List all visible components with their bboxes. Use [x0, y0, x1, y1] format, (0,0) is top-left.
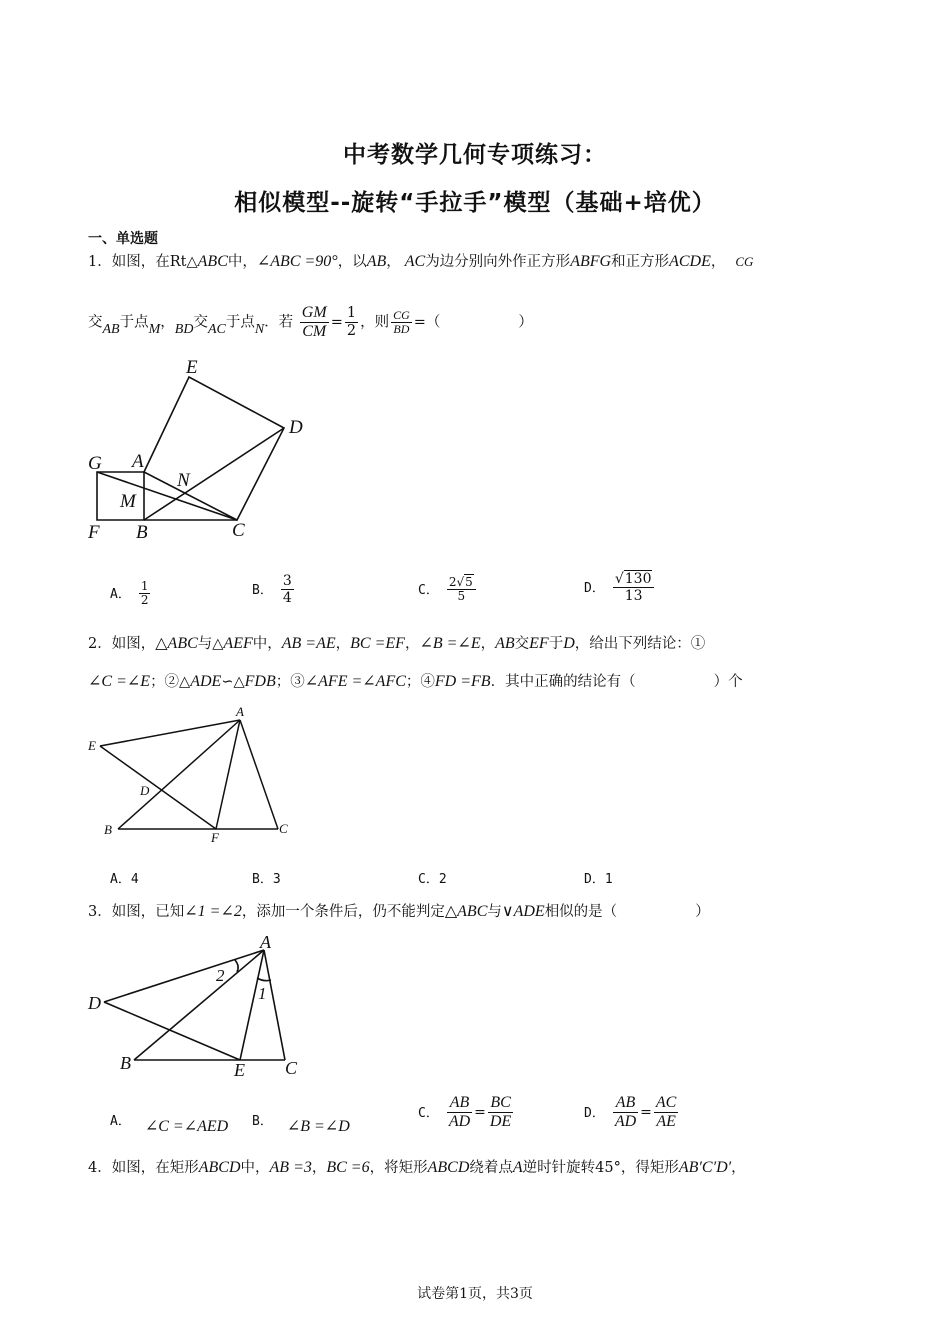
segment-gc [97, 472, 237, 520]
label-c: C [285, 1058, 298, 1078]
q2-line2: ∠C =∠E；②△ADE∽△FDB；③∠AFE =∠AFC；④FD =FB．其中正确的结论有（ ）个 [88, 673, 743, 690]
q1-fraction-cg-bd: $\frac{CG}{BD}$ [393, 307, 410, 336]
label-d: D [289, 417, 303, 438]
angle-2-arc [235, 960, 238, 972]
label-n: N [177, 470, 190, 491]
q3-figure [82, 928, 312, 1078]
segment-ab [118, 720, 240, 829]
q1-fraction-half: $\frac{1}{2}$ [346, 304, 357, 339]
q3-option-a[interactable]: A． ∠C =∠AED [110, 1114, 229, 1135]
page-subtitle: 相似模型--旋转“手拉手”模型（基础+培优） [234, 190, 716, 216]
label-c: C [279, 821, 288, 836]
page-title: 中考数学几何专项练习： [343, 142, 607, 168]
page-footer: 试卷第1页，共3页 [417, 1286, 533, 1302]
segment-ac [240, 720, 278, 829]
q3-option-b[interactable]: B． ∠B =∠D [252, 1114, 350, 1135]
q3-option-c[interactable]: C． $\frac{AB}{AD}$ = $\frac{BC}{DE}$ [418, 1094, 512, 1130]
q1-option-b[interactable]: B． $\frac{3}{4}$ [252, 573, 292, 607]
label-f: F [211, 830, 219, 845]
label-g: G [88, 453, 102, 474]
label-angle-1: 1 [258, 984, 267, 1003]
label-b: B [104, 822, 112, 837]
segment-af [216, 720, 240, 829]
q2-figure [82, 700, 312, 850]
label-a: A [260, 932, 271, 952]
q1-line2: 交AB于点M，BD交AC于点N．若 $\frac{GM}{CM}$ = $\frac{1}{2}$ ，则 $\frac{CG}{BD}$ =（ ） [88, 304, 533, 340]
label-b: B [120, 1053, 131, 1073]
label-b: B [136, 522, 148, 543]
q1-figure [82, 355, 322, 550]
q4-line1: 4．如图，在矩形ABCD中，AB =3，BC =6，将矩形ABCD绕着点A逆时针旋转45°，得矩形AB′C′D′， [88, 1159, 746, 1176]
label-d: D [88, 993, 101, 1013]
q1-option-c[interactable]: C． $\frac{2√5}{5}$ [418, 576, 478, 604]
q2-line1: 2．如图，△ABC与△AEF中，AB =AE，BC =EF，∠B =∠E，AB交EF于D，给出下列结论：① [88, 635, 706, 652]
label-c: C [232, 520, 245, 541]
q2-option-a[interactable]: A．4 [110, 872, 139, 887]
q3-option-d[interactable]: D． $\frac{AB}{AD}$ = $\frac{AC}{AE}$ [584, 1094, 677, 1130]
segment-ea [100, 720, 240, 746]
label-e: E [186, 357, 198, 378]
segment-ab [134, 950, 264, 1060]
label-e: E [234, 1060, 245, 1078]
segment-ef [100, 746, 216, 829]
segment-da [104, 950, 264, 1002]
label-a: A [132, 451, 144, 472]
q2-option-d[interactable]: D．1 [584, 872, 613, 887]
label-angle-2: 2 [216, 966, 225, 985]
q1-option-a[interactable]: A． $\frac{1}{2}$ [110, 579, 149, 608]
label-m: M [120, 491, 136, 512]
q1-line1: 1．如图，在Rt△ABC中，∠ABC =90°，以AB， AC为边分别向外作正方形ABFG和正方形ACDE， CG [88, 253, 754, 270]
label-f: F [88, 522, 100, 543]
q2-option-c[interactable]: C．2 [418, 872, 447, 887]
label-e: E [88, 738, 96, 753]
q3-line1: 3．如图，已知∠1 =∠2，添加一个条件后，仍不能判定△ABC与∨ADE相似的是（ ） [88, 903, 710, 920]
q2-option-b[interactable]: B．3 [252, 872, 281, 887]
label-d: D [140, 783, 150, 798]
segment-bd [144, 428, 284, 520]
q1-option-d[interactable]: D． $\frac{√130}{13}$ [584, 572, 656, 604]
section-heading: 一、单选题 [88, 231, 158, 247]
square-acde [144, 377, 284, 520]
q1-fraction-gm-cm: $\frac{GM}{CM}$ [301, 304, 327, 340]
label-a: A [236, 704, 244, 719]
segment-de [104, 1002, 240, 1060]
segment-ac [264, 950, 285, 1060]
